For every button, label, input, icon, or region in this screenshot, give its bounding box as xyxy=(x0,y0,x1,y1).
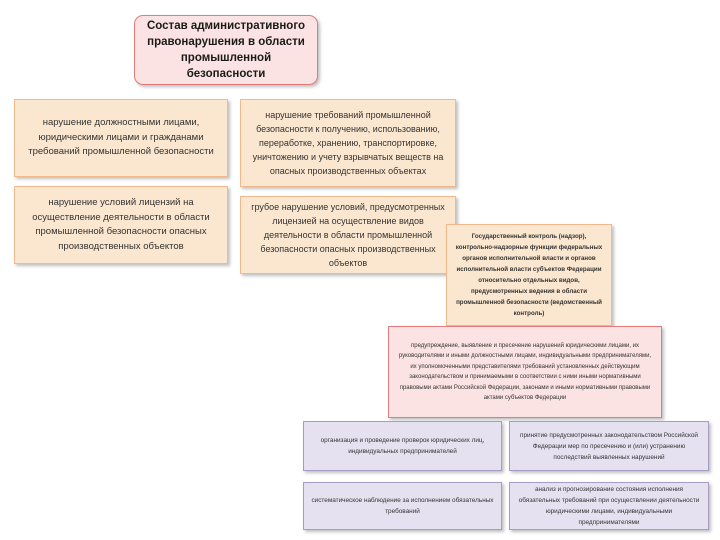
state-control-box xyxy=(446,224,612,326)
diagram-title-text: Состав административного правонарушения в области промышленной безопасности xyxy=(146,20,305,80)
violation-box-license-conditions xyxy=(14,186,228,264)
violation-box-gross-license-text: грубое нарушение условий, предусмотренных лицензией на осуществление видов деятельности в области промышленной безопасности опасных производственных объектов xyxy=(251,202,445,268)
action-box-measures xyxy=(509,421,709,471)
violation-box-gross-license xyxy=(240,196,456,274)
prevention-box xyxy=(388,326,662,418)
violation-box-officials xyxy=(14,99,228,177)
action-box-measures-text: принятие предусмотренных законодательством Российской Федерации мер по пресечению и (или) устранению последствий выявленных нарушений xyxy=(519,431,698,461)
prevention-text: предупреждение, выявление и пресечение нарушений юридическими лицами, их руководителями и иными должностными лицами, индивидуальными предпринимателями, их уполномоченными представителями требований установленных действующим законодательством и принимаемыми в соответствии с ними иными нормативными правовыми актами Российской Федерации, законами и иными нормативными правовыми актами субъектов Федерации xyxy=(398,342,652,401)
action-box-inspections-text: организация и проведение проверок юридических лиц, индивидуальных предпринимателей xyxy=(320,437,485,455)
action-box-analysis-text: анализ и прогнозирование состояния исполнения обязательных требований при осуществлении деятельности юридическими лицами, индивидуальными предпринимателями xyxy=(518,486,700,526)
action-box-monitoring-text: систематическое наблюдение за исполнением обязательных требований xyxy=(311,497,494,515)
action-box-analysis xyxy=(509,482,709,530)
violation-box-explosives xyxy=(240,99,456,187)
violation-box-officials-text: нарушение должностными лицами, юридическими лицами и гражданами требований промышленной безопасности xyxy=(28,117,214,158)
violation-box-license-conditions-text: нарушение условий лицензий на осуществление деятельности в области промышленной безопасности опасных производственных объектов xyxy=(32,197,210,252)
state-control-text: Государственный контроль (надзор), контрольно-надзорные функции федеральных органов исполнительной власти и органов исполнительной власти субъектов Федерации относительно отдельных видов, предусмотренных ведения в области промышленной безопасности (ведомственный контроль) xyxy=(455,233,603,317)
action-box-inspections xyxy=(303,421,502,471)
violation-box-explosives-text: нарушение требований промышленной безопасности к получению, использованию, переработке, хранению, транспортировке, уничтожению и учету взрывчатых веществ на опасных производственных объектах xyxy=(252,110,444,176)
action-box-monitoring xyxy=(303,482,502,530)
diagram-title xyxy=(134,15,318,85)
